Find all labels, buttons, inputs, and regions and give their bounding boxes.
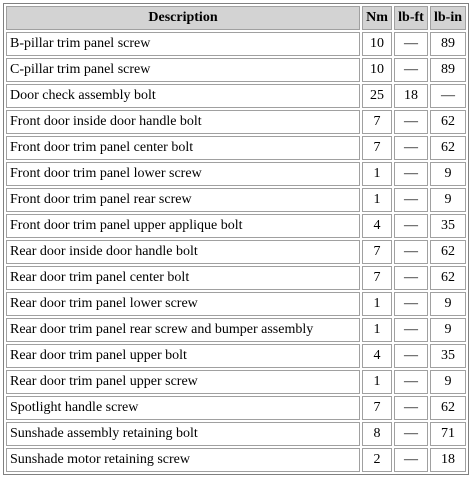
header-nm: Nm bbox=[362, 6, 392, 30]
table-row bbox=[6, 58, 466, 82]
header-lb-in: lb-in bbox=[430, 6, 466, 30]
cell-nm: 1 bbox=[362, 188, 392, 212]
cell-description: Front door trim panel upper applique bolt bbox=[6, 214, 360, 238]
cell-lb-in: 62 bbox=[430, 266, 466, 290]
cell-nm: 1 bbox=[362, 292, 392, 316]
cell-lb-in: 9 bbox=[430, 318, 466, 342]
cell-nm: 2 bbox=[362, 448, 392, 472]
table-row bbox=[6, 84, 466, 108]
cell-description: Rear door trim panel rear screw and bumper assembly bbox=[6, 318, 360, 342]
cell-lb-ft: — bbox=[394, 396, 428, 420]
cell-lb-in: 9 bbox=[430, 162, 466, 186]
cell-lb-in: 18 bbox=[430, 448, 466, 472]
cell-lb-in: 9 bbox=[430, 292, 466, 316]
cell-description: Front door trim panel center bolt bbox=[6, 136, 360, 160]
cell-lb-in: 62 bbox=[430, 136, 466, 160]
cell-lb-ft: — bbox=[394, 136, 428, 160]
table-row bbox=[6, 370, 466, 394]
cell-lb-in: 9 bbox=[430, 370, 466, 394]
table-row bbox=[6, 396, 466, 420]
table-row bbox=[6, 344, 466, 368]
table-row bbox=[6, 162, 466, 186]
cell-description: Rear door inside door handle bolt bbox=[6, 240, 360, 264]
cell-description: Sunshade motor retaining screw bbox=[6, 448, 360, 472]
cell-description: Door check assembly bolt bbox=[6, 84, 360, 108]
table-body bbox=[6, 32, 466, 472]
cell-lb-ft: — bbox=[394, 318, 428, 342]
cell-lb-in: 35 bbox=[430, 214, 466, 238]
cell-description: Rear door trim panel upper screw bbox=[6, 370, 360, 394]
table-row bbox=[6, 448, 466, 472]
cell-description: Spotlight handle screw bbox=[6, 396, 360, 420]
header-description: Description bbox=[6, 6, 360, 30]
cell-lb-ft: — bbox=[394, 344, 428, 368]
table-row bbox=[6, 240, 466, 264]
cell-lb-in: 89 bbox=[430, 58, 466, 82]
torque-spec-table-container bbox=[3, 3, 469, 475]
cell-lb-ft: 18 bbox=[394, 84, 428, 108]
cell-lb-in: — bbox=[430, 84, 466, 108]
cell-nm: 8 bbox=[362, 422, 392, 446]
cell-nm: 1 bbox=[362, 162, 392, 186]
cell-lb-in: 62 bbox=[430, 240, 466, 264]
cell-nm: 10 bbox=[362, 32, 392, 56]
cell-nm: 4 bbox=[362, 344, 392, 368]
cell-nm: 25 bbox=[362, 84, 392, 108]
cell-lb-ft: — bbox=[394, 32, 428, 56]
cell-description: Front door trim panel lower screw bbox=[6, 162, 360, 186]
header-row bbox=[6, 6, 466, 30]
table-row bbox=[6, 318, 466, 342]
table-header bbox=[6, 6, 466, 30]
cell-lb-ft: — bbox=[394, 240, 428, 264]
cell-lb-ft: — bbox=[394, 422, 428, 446]
cell-lb-ft: — bbox=[394, 162, 428, 186]
table-row bbox=[6, 292, 466, 316]
cell-nm: 7 bbox=[362, 266, 392, 290]
cell-lb-ft: — bbox=[394, 110, 428, 134]
table-row bbox=[6, 422, 466, 446]
header-lb-ft: lb-ft bbox=[394, 6, 428, 30]
cell-lb-ft: — bbox=[394, 448, 428, 472]
cell-nm: 1 bbox=[362, 370, 392, 394]
cell-nm: 7 bbox=[362, 396, 392, 420]
cell-lb-in: 89 bbox=[430, 32, 466, 56]
cell-nm: 1 bbox=[362, 318, 392, 342]
table-row bbox=[6, 110, 466, 134]
cell-nm: 4 bbox=[362, 214, 392, 238]
table-row bbox=[6, 136, 466, 160]
cell-nm: 10 bbox=[362, 58, 392, 82]
cell-nm: 7 bbox=[362, 136, 392, 160]
cell-lb-in: 35 bbox=[430, 344, 466, 368]
table-row bbox=[6, 266, 466, 290]
cell-description: Sunshade assembly retaining bolt bbox=[6, 422, 360, 446]
table-row bbox=[6, 32, 466, 56]
cell-lb-in: 62 bbox=[430, 396, 466, 420]
cell-description: C-pillar trim panel screw bbox=[6, 58, 360, 82]
cell-lb-ft: — bbox=[394, 370, 428, 394]
cell-lb-in: 62 bbox=[430, 110, 466, 134]
cell-lb-ft: — bbox=[394, 266, 428, 290]
cell-description: Front door trim panel rear screw bbox=[6, 188, 360, 212]
cell-description: B-pillar trim panel screw bbox=[6, 32, 360, 56]
torque-spec-table bbox=[3, 3, 469, 475]
cell-lb-ft: — bbox=[394, 188, 428, 212]
cell-lb-in: 71 bbox=[430, 422, 466, 446]
cell-description: Rear door trim panel upper bolt bbox=[6, 344, 360, 368]
cell-lb-ft: — bbox=[394, 58, 428, 82]
cell-nm: 7 bbox=[362, 110, 392, 134]
cell-lb-ft: — bbox=[394, 292, 428, 316]
cell-nm: 7 bbox=[362, 240, 392, 264]
table-row bbox=[6, 188, 466, 212]
cell-description: Front door inside door handle bolt bbox=[6, 110, 360, 134]
cell-lb-ft: — bbox=[394, 214, 428, 238]
cell-description: Rear door trim panel lower screw bbox=[6, 292, 360, 316]
table-row bbox=[6, 214, 466, 238]
cell-lb-in: 9 bbox=[430, 188, 466, 212]
cell-description: Rear door trim panel center bolt bbox=[6, 266, 360, 290]
